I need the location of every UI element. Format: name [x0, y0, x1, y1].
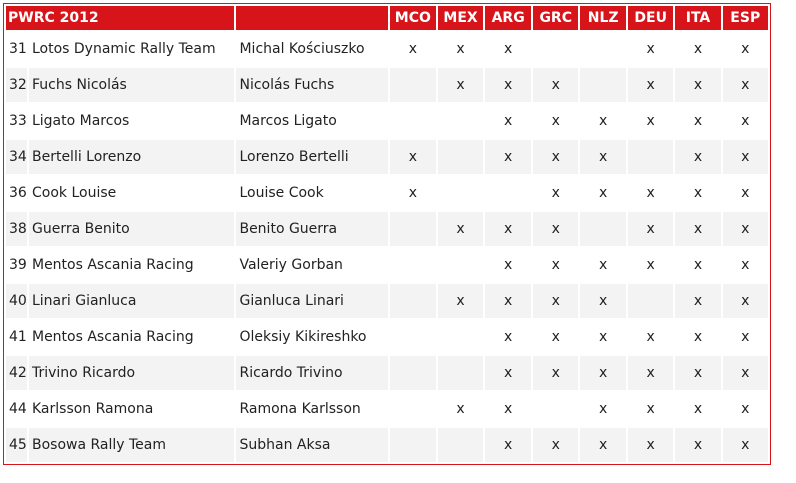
car-number: 39: [6, 248, 27, 282]
entry-cell-ita: x: [675, 212, 720, 246]
rally-header-mco: MCO: [390, 6, 436, 30]
entry-cell-mco: [390, 284, 436, 318]
car-number: 45: [6, 428, 27, 462]
entry-cell-mco: [390, 320, 436, 354]
team-name: Linari Gianluca: [29, 284, 234, 318]
entry-cell-ita: x: [675, 32, 720, 66]
entry-cell-grc: [533, 32, 579, 66]
driver-name: Michal Kościuszko: [236, 32, 388, 66]
entry-cell-arg: x: [485, 212, 531, 246]
entry-cell-esp: x: [723, 356, 768, 390]
entry-cell-grc: x: [533, 140, 579, 174]
table-row: [6, 140, 768, 174]
driver-name: Gianluca Linari: [236, 284, 388, 318]
entry-cell-ita: x: [675, 248, 720, 282]
entry-cell-mex: [438, 428, 484, 462]
table-header-row: [6, 6, 768, 30]
table-row: [6, 68, 768, 102]
entry-cell-mex: [438, 140, 484, 174]
entry-cell-grc: x: [533, 176, 579, 210]
team-name: Bertelli Lorenzo: [29, 140, 234, 174]
entry-cell-deu: x: [628, 392, 674, 426]
entry-cell-ita: x: [675, 428, 720, 462]
entry-cell-deu: x: [628, 212, 674, 246]
entry-cell-mex: x: [438, 212, 484, 246]
driver-name: Valeriy Gorban: [236, 248, 388, 282]
entry-cell-esp: x: [723, 428, 768, 462]
table-row: [6, 104, 768, 138]
entry-cell-deu: x: [628, 68, 674, 102]
entry-cell-deu: x: [628, 248, 674, 282]
entry-cell-grc: x: [533, 104, 579, 138]
team-name: Mentos Ascania Racing: [29, 248, 234, 282]
entry-cell-esp: x: [723, 284, 768, 318]
entry-cell-ita: x: [675, 284, 720, 318]
table-row: [6, 248, 768, 282]
driver-name: Oleksiy Kikireshko: [236, 320, 388, 354]
entry-cell-grc: x: [533, 320, 579, 354]
rally-header-ita: ITA: [675, 6, 720, 30]
entry-cell-esp: x: [723, 176, 768, 210]
entry-cell-mex: [438, 356, 484, 390]
entry-cell-nlz: x: [580, 104, 625, 138]
entry-cell-arg: x: [485, 32, 531, 66]
car-number: 36: [6, 176, 27, 210]
entry-cell-esp: x: [723, 212, 768, 246]
car-number: 31: [6, 32, 27, 66]
entry-cell-arg: x: [485, 428, 531, 462]
entry-cell-mex: x: [438, 392, 484, 426]
entry-cell-deu: x: [628, 176, 674, 210]
entry-cell-nlz: x: [580, 392, 625, 426]
entry-cell-deu: x: [628, 32, 674, 66]
rally-header-arg: ARG: [485, 6, 531, 30]
entry-cell-mex: [438, 320, 484, 354]
team-name: Guerra Benito: [29, 212, 234, 246]
driver-name: Louise Cook: [236, 176, 388, 210]
table-title: PWRC 2012: [6, 6, 234, 30]
entry-cell-ita: x: [675, 68, 720, 102]
table-row: [6, 320, 768, 354]
entry-cell-arg: x: [485, 356, 531, 390]
entry-cell-arg: x: [485, 104, 531, 138]
entry-cell-arg: [485, 176, 531, 210]
entry-cell-grc: x: [533, 248, 579, 282]
entry-cell-ita: x: [675, 320, 720, 354]
entry-cell-deu: x: [628, 428, 674, 462]
car-number: 40: [6, 284, 27, 318]
entry-cell-mex: [438, 248, 484, 282]
rally-header-mex: MEX: [438, 6, 484, 30]
entry-cell-nlz: [580, 32, 625, 66]
car-number: 34: [6, 140, 27, 174]
entry-cell-grc: x: [533, 428, 579, 462]
entry-cell-arg: x: [485, 140, 531, 174]
entry-cell-ita: x: [675, 176, 720, 210]
entry-cell-mex: x: [438, 32, 484, 66]
entry-cell-esp: x: [723, 392, 768, 426]
entry-cell-grc: x: [533, 212, 579, 246]
car-number: 38: [6, 212, 27, 246]
table-row: [6, 284, 768, 318]
entry-cell-esp: x: [723, 248, 768, 282]
entry-cell-arg: x: [485, 320, 531, 354]
entry-cell-ita: x: [675, 140, 720, 174]
driver-name: Lorenzo Bertelli: [236, 140, 388, 174]
driver-name: Ricardo Trivino: [236, 356, 388, 390]
driver-name: Ramona Karlsson: [236, 392, 388, 426]
team-name: Lotos Dynamic Rally Team: [29, 32, 234, 66]
entry-cell-esp: x: [723, 68, 768, 102]
team-name: Fuchs Nicolás: [29, 68, 234, 102]
entry-cell-nlz: [580, 68, 625, 102]
team-name: Mentos Ascania Racing: [29, 320, 234, 354]
entry-cell-deu: [628, 140, 674, 174]
pwrc-entry-table-container: [3, 3, 771, 465]
car-number: 41: [6, 320, 27, 354]
pwrc-entry-table: [4, 4, 770, 464]
entry-cell-nlz: x: [580, 428, 625, 462]
entry-cell-mex: [438, 104, 484, 138]
entry-cell-deu: x: [628, 356, 674, 390]
team-name: Karlsson Ramona: [29, 392, 234, 426]
entry-cell-nlz: x: [580, 356, 625, 390]
entry-cell-esp: x: [723, 140, 768, 174]
table-row: [6, 392, 768, 426]
entry-cell-grc: [533, 392, 579, 426]
entry-cell-mco: [390, 68, 436, 102]
entry-cell-mco: [390, 392, 436, 426]
car-number: 42: [6, 356, 27, 390]
entry-cell-mex: [438, 176, 484, 210]
entry-cell-mco: [390, 248, 436, 282]
entry-cell-esp: x: [723, 104, 768, 138]
rally-header-deu: DEU: [628, 6, 674, 30]
driver-name: Nicolás Fuchs: [236, 68, 388, 102]
entry-cell-arg: x: [485, 392, 531, 426]
team-name: Ligato Marcos: [29, 104, 234, 138]
entry-cell-mco: [390, 356, 436, 390]
car-number: 44: [6, 392, 27, 426]
driver-name: Marcos Ligato: [236, 104, 388, 138]
entry-cell-mco: [390, 212, 436, 246]
entry-cell-nlz: x: [580, 176, 625, 210]
entry-cell-ita: x: [675, 104, 720, 138]
entry-cell-deu: x: [628, 104, 674, 138]
table-row: [6, 176, 768, 210]
team-name: Cook Louise: [29, 176, 234, 210]
rally-header-grc: GRC: [533, 6, 579, 30]
entry-cell-mco: x: [390, 176, 436, 210]
table-body: [6, 32, 768, 462]
entry-cell-nlz: x: [580, 284, 625, 318]
driver-name: Benito Guerra: [236, 212, 388, 246]
table-row: [6, 212, 768, 246]
entry-cell-deu: x: [628, 320, 674, 354]
car-number: 32: [6, 68, 27, 102]
entry-cell-arg: x: [485, 68, 531, 102]
rally-header-nlz: NLZ: [580, 6, 625, 30]
entry-cell-esp: x: [723, 32, 768, 66]
entry-cell-mco: [390, 428, 436, 462]
entry-cell-esp: x: [723, 320, 768, 354]
table-row: [6, 32, 768, 66]
entry-cell-arg: x: [485, 284, 531, 318]
team-name: Trivino Ricardo: [29, 356, 234, 390]
entry-cell-nlz: x: [580, 140, 625, 174]
entry-cell-nlz: [580, 212, 625, 246]
driver-name: Subhan Aksa: [236, 428, 388, 462]
entry-cell-deu: [628, 284, 674, 318]
team-name: Bosowa Rally Team: [29, 428, 234, 462]
entry-cell-mco: x: [390, 140, 436, 174]
car-number: 33: [6, 104, 27, 138]
entry-cell-nlz: x: [580, 320, 625, 354]
entry-cell-grc: x: [533, 68, 579, 102]
driver-column-header: [236, 6, 388, 30]
entry-cell-mex: x: [438, 68, 484, 102]
entry-cell-nlz: x: [580, 248, 625, 282]
entry-cell-grc: x: [533, 284, 579, 318]
entry-cell-mco: [390, 104, 436, 138]
rally-header-esp: ESP: [723, 6, 768, 30]
entry-cell-mco: x: [390, 32, 436, 66]
entry-cell-ita: x: [675, 392, 720, 426]
entry-cell-grc: x: [533, 356, 579, 390]
entry-cell-ita: x: [675, 356, 720, 390]
table-row: [6, 356, 768, 390]
entry-cell-mex: x: [438, 284, 484, 318]
table-row: [6, 428, 768, 462]
entry-cell-arg: x: [485, 248, 531, 282]
